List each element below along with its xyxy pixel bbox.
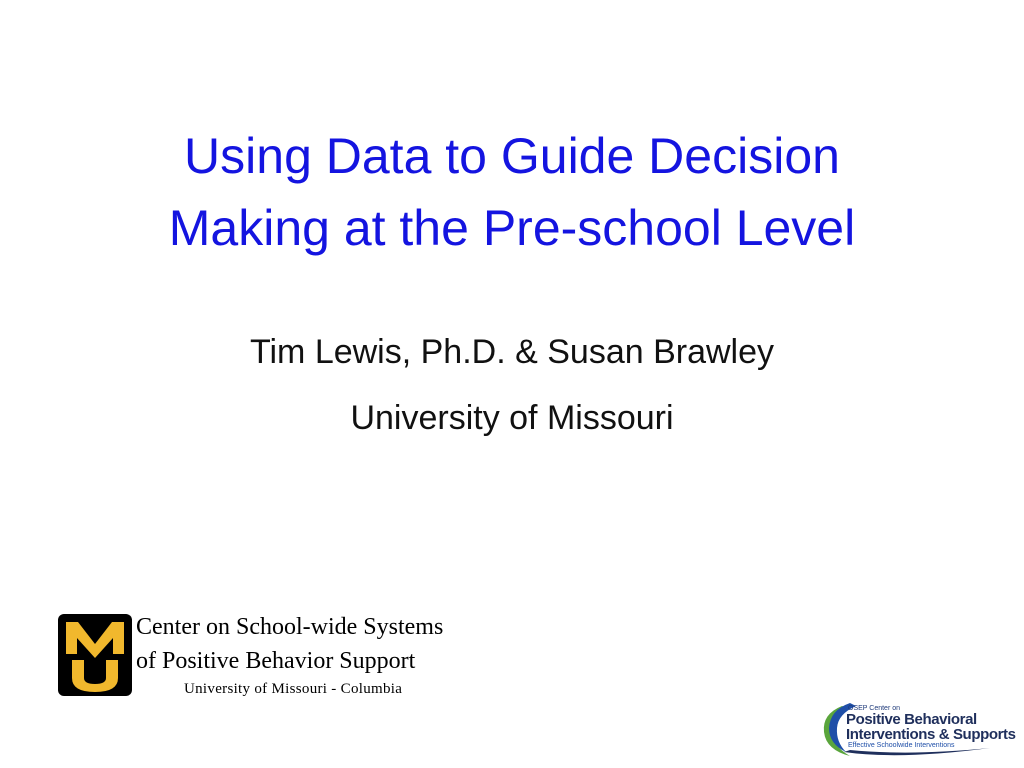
center-university: University of Missouri - Columbia [184, 681, 403, 697]
mu-logo-icon [58, 614, 132, 696]
slide-title-line-2: Making at the Pre-school Level [168, 200, 856, 256]
slide-subtitle-institution: University of Missouri [350, 399, 674, 437]
slide-title-line-1: Using Data to Guide Decision [184, 128, 840, 184]
center-name-line-1: Center on School-wide Systems [136, 614, 444, 640]
slide-subtitle-authors: Tim Lewis, Ph.D. & Susan Brawley [249, 333, 775, 371]
pbis-osep-label: OSEP Center on [848, 705, 901, 712]
pbis-name-line-1: Positive Behavioral [846, 711, 977, 728]
pbis-name-line-2: Interventions & Supports [846, 726, 1016, 743]
center-name-line-2: of Positive Behavior Support [136, 648, 416, 674]
pbis-tagline: Effective Schoolwide Interventions [848, 742, 955, 749]
